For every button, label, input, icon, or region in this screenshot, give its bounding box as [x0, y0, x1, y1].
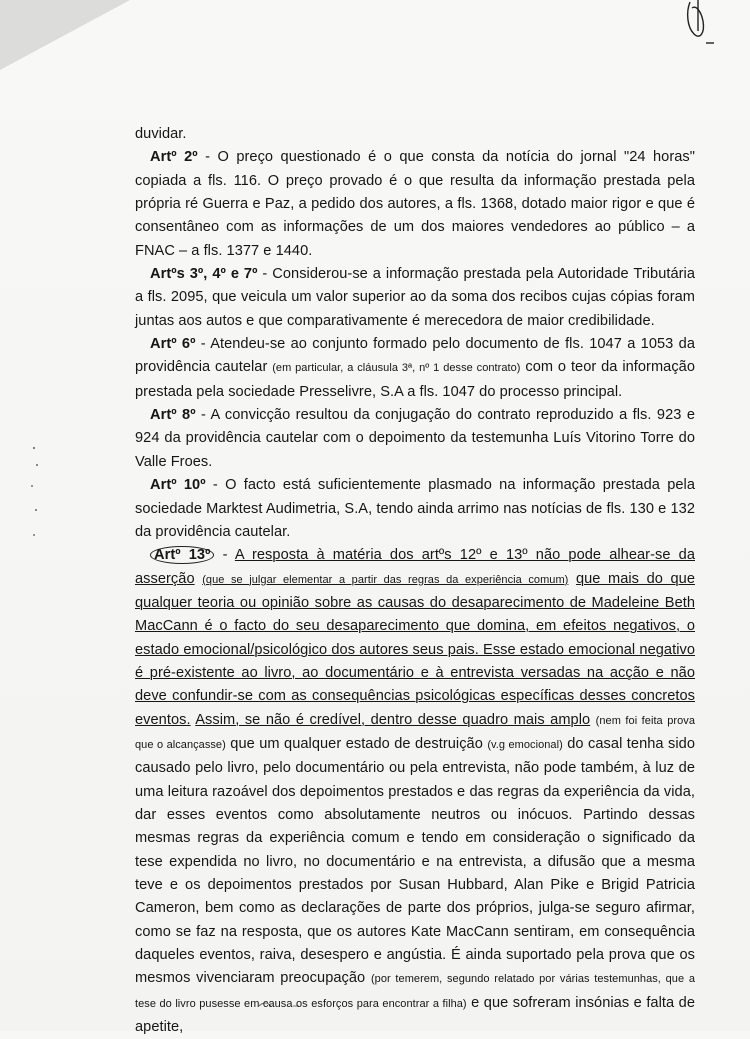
handwritten-signature-mark [676, 0, 720, 52]
article-label: Artº 2º [150, 149, 198, 166]
paragraph-text: com o teor da informação prestada pela sociedade Presselivre, S.A a fls. 1047 do processo principal. [135, 359, 696, 400]
article-label: Artº 6º [150, 336, 196, 353]
paragraph-small-note: (em particular, a cláusula 3ª, nº 1 desse contrato) [272, 362, 521, 375]
article-label: Artº 8º [150, 407, 196, 424]
article-label: Artºs 3º, 4º e 7º [150, 266, 258, 283]
segment-10: que um qualquer estado de destruição [225, 735, 488, 752]
segment-3-small-underlined: (que se julgar elementar a partir das regras da experiência comum) [202, 573, 569, 586]
scan-dot-marks [28, 440, 48, 560]
paragraph-art-8 [135, 404, 695, 474]
segment-5-underlined: que mais do que qualquer teoria ou opinião sobre as causas do desaparecimento de Madeleine Beth MacCann é o facto do seu desaparecimento que domina, em efeitos negativos, o estado emocional/psicológico dos autores seus pais. Esse estado emocional negativo é pré-existente ao livro, ao documentário e à entrevista versadas na acção e não deve confundir-se com as consequências psicológicas específicas desses concretos eventos. [135, 570, 695, 728]
document-body [135, 123, 695, 1039]
paragraph-art-13 [135, 544, 695, 1039]
segment-12: do casal tenha sido causado pelo livro, pelo documentário ou pela entrevista, não pode também, à luz de uma leitura razoável dos depoimentos prestados e das regras da experiência da vida, dar esses eventos como absolutamente neutros ou inócuos. Partindo dessas mesmas regras da experiência comum e tendo em consideração o significado da tese expendida no livro, no documentário e na entrevista, a difusão que a mesma teve e os depoimentos prestados por Susan Hubbard, Alan Pike e Brigid Patricia Cameron, bem como as declarações de parte dos próprios, julga-se seguro afirmar, como se faz na resposta, que os autores Kate MacCann sentiram, em consequência daqueles eventos, raiva, desespero e angústia. É ainda suportado pela prova que os mesmos vivenciaram preocupação [135, 735, 695, 987]
segment-7-underlined: Assim, se não é credível, dentro desse quadro mais amplo [195, 711, 591, 728]
paragraph-art-6 [135, 333, 695, 404]
paragraph-art-3-4-7 [135, 263, 695, 333]
article-label: Artº 10º [150, 477, 206, 494]
paragraph-text: - Atendeu-se ao conjunto formado pelo documento de fls. 1047 a 1053 da providência cautelar [135, 336, 695, 376]
paragraph-text: - Considerou-se a informação prestada pela Autoridade Tributária a fls. 2095, que veicula um valor superior ao da soma dos recibos cujas cópias foram juntas aos autos e que comparativamente é merecedora de maior credibilidade. [135, 266, 695, 329]
paragraph-art-2 [135, 146, 695, 263]
segment-1-underlined: A resposta à matéria dos artºs 12º e 13º não pode alhear-se da asserção [135, 547, 695, 587]
segment-14: e que sofreram insónias e falta de apetite, [135, 994, 695, 1036]
paragraph-text: - O facto está suficientemente plasmado na informação prestada pela sociedade Marktest Audimetria, S.A, tendo ainda arrimo nas notícias de fls. 130 e 132 da providência cautelar. [135, 477, 695, 540]
segment-13-small: (por temerem, segundo relatado por várias testemunhas, que a tese do livro pusesse em causa os esforços para encontrar a filha) [135, 973, 695, 1010]
paragraph-art-10 [135, 474, 695, 544]
segment-4 [568, 571, 576, 587]
segment-11-small: (v.g emocional) [487, 738, 563, 751]
segment-9-small: (nem foi feita prova que o alcançasse) [135, 714, 695, 751]
paragraph-text: - A convicção resultou da conjugação do contrato reproduzido a fls. 923 e 924 da providência cautelar com o depoimento da testemunha Luís Vitorino Torre do Valle Froes. [135, 407, 695, 470]
segment-0: - [214, 547, 235, 564]
opening-line: duvidar. [135, 126, 187, 142]
article-label-circled: Artº 13º [150, 546, 214, 564]
page-corner-shadow [0, 0, 130, 70]
paragraph-text: - O preço questionado é o que consta da notícia do jornal "24 horas" copiada a fls. 116. O preço provado é o que resulta da informação prestada pela própria ré Guerra e Paz, a pedido dos autores, a fls. 1368, dotado maior rigor e que é consentâneo com as informações de um dos maiores vendedores ao público – a FNAC – a fls. 1377 e 1440. [135, 149, 695, 259]
